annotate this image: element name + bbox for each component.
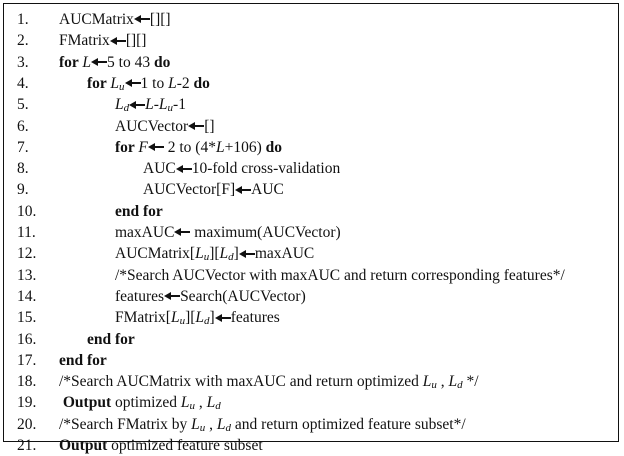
subscript: u bbox=[189, 400, 195, 413]
left-arrow-icon bbox=[215, 313, 231, 323]
variable: L bbox=[216, 415, 226, 433]
code-text: , bbox=[195, 394, 207, 412]
subscript: u bbox=[203, 251, 210, 264]
code-text: [][] bbox=[149, 11, 171, 28]
subscript: d bbox=[225, 421, 232, 434]
subscript: d bbox=[123, 102, 130, 115]
code-text: optimized feature subset bbox=[107, 437, 263, 454]
line-code bbox=[115, 137, 282, 158]
code-text: , bbox=[205, 415, 217, 433]
line-number: 8. bbox=[17, 160, 29, 178]
variable: L bbox=[168, 74, 177, 92]
code-text: features bbox=[230, 309, 280, 327]
code-text: 5 to 43 bbox=[107, 53, 154, 71]
code-text: - bbox=[153, 96, 159, 114]
code-text: maxAUC bbox=[254, 245, 315, 263]
variable: L bbox=[145, 96, 154, 114]
variable: L bbox=[170, 309, 180, 327]
code-text: AUCVector bbox=[115, 117, 189, 135]
keyword: end for bbox=[59, 351, 107, 369]
line-code bbox=[115, 265, 565, 286]
keyword: for bbox=[87, 74, 111, 92]
line-code bbox=[115, 116, 215, 137]
line-code bbox=[115, 94, 186, 117]
line-code bbox=[59, 30, 146, 51]
code-text: -2 bbox=[176, 74, 194, 92]
line-number: 11. bbox=[17, 224, 36, 241]
code-text: ][ bbox=[185, 309, 196, 327]
variable: L bbox=[110, 74, 120, 92]
keyword: for bbox=[115, 138, 139, 156]
left-arrow-icon bbox=[239, 249, 255, 259]
variable: L bbox=[215, 138, 225, 156]
line-code bbox=[87, 73, 210, 96]
variable: F bbox=[138, 138, 148, 156]
subscript: u bbox=[431, 379, 437, 392]
line-code bbox=[59, 371, 479, 394]
code-text: AUC bbox=[251, 181, 284, 199]
code-text: ] bbox=[233, 245, 239, 263]
line-code bbox=[59, 9, 171, 30]
line-number: 1. bbox=[17, 11, 29, 28]
left-arrow-icon bbox=[235, 185, 251, 195]
left-arrow-icon bbox=[125, 78, 141, 88]
line-code bbox=[87, 329, 135, 350]
keyword: do bbox=[193, 74, 210, 92]
line-number: 5. bbox=[17, 96, 29, 114]
keyword: Output bbox=[59, 437, 108, 454]
code-text: /*Search AUCVector with maxAUC and return corresponding features*/ bbox=[115, 266, 565, 284]
variable: L bbox=[422, 373, 432, 391]
code-text: AUCMatrix bbox=[59, 11, 134, 28]
line-code bbox=[115, 286, 306, 307]
left-arrow-icon bbox=[91, 57, 107, 67]
variable: L bbox=[115, 96, 124, 114]
line-code bbox=[59, 350, 107, 371]
code-text: -1 bbox=[173, 96, 186, 114]
subscript: u bbox=[119, 80, 125, 93]
line-number: 9. bbox=[17, 181, 29, 199]
line-number: 6. bbox=[17, 117, 29, 135]
keyword: end for bbox=[115, 202, 163, 220]
left-arrow-icon bbox=[148, 142, 164, 152]
code-text: ] bbox=[209, 309, 215, 327]
line-code bbox=[115, 243, 314, 266]
code-text: 1 to bbox=[140, 74, 169, 92]
code-text: /*Search FMatrix by bbox=[59, 415, 192, 433]
subscript: u bbox=[167, 102, 174, 115]
variable: L bbox=[195, 309, 205, 327]
subscript: d bbox=[204, 315, 210, 328]
code-text: */ bbox=[462, 373, 479, 391]
code-text: AUCVector[F] bbox=[143, 181, 236, 199]
code-text: AUCMatrix[ bbox=[115, 245, 196, 263]
code-text: optimized bbox=[111, 394, 181, 412]
keyword: for bbox=[59, 53, 83, 71]
variable: L bbox=[158, 96, 168, 114]
variable: L bbox=[191, 415, 200, 433]
line-code bbox=[115, 222, 341, 243]
subscript: d bbox=[228, 251, 234, 264]
line-number: 3. bbox=[17, 53, 29, 71]
line-number: 21. bbox=[17, 437, 37, 454]
code-text: +106) bbox=[224, 138, 266, 156]
code-text: ][ bbox=[209, 245, 220, 263]
line-number: 14. bbox=[17, 287, 37, 305]
line-code bbox=[59, 392, 221, 415]
keyword: do bbox=[153, 53, 171, 71]
code-text: FMatrix bbox=[59, 32, 110, 50]
left-arrow-icon bbox=[110, 36, 126, 46]
line-code bbox=[59, 52, 170, 73]
variable: L bbox=[206, 394, 216, 412]
code-text: maxAUC bbox=[115, 224, 175, 241]
line-number: 16. bbox=[17, 330, 37, 348]
line-code bbox=[143, 158, 340, 179]
line-number: 18. bbox=[17, 373, 37, 391]
code-text: [] bbox=[204, 117, 215, 135]
line-code bbox=[143, 179, 284, 200]
keyword: do bbox=[265, 138, 282, 156]
line-number: 4. bbox=[17, 74, 29, 92]
line-code bbox=[115, 307, 280, 330]
left-arrow-icon bbox=[164, 291, 180, 301]
line-number: 10. bbox=[17, 202, 37, 220]
line-code bbox=[59, 414, 466, 437]
line-number: 12. bbox=[17, 245, 37, 263]
subscript: u bbox=[179, 315, 186, 328]
keyword: Output bbox=[59, 394, 112, 412]
subscript: d bbox=[457, 379, 463, 392]
subscript: d bbox=[215, 400, 221, 413]
left-arrow-icon bbox=[129, 100, 145, 110]
code-text: FMatrix[ bbox=[115, 309, 171, 327]
subscript: u bbox=[199, 421, 206, 434]
algorithm-box bbox=[3, 3, 619, 454]
left-arrow-icon bbox=[188, 121, 204, 131]
line-number: 13. bbox=[17, 266, 37, 284]
keyword: end for bbox=[87, 330, 135, 348]
code-text: [][] bbox=[125, 32, 147, 50]
left-arrow-icon bbox=[174, 227, 190, 237]
code-text: , bbox=[436, 373, 449, 391]
variable: L bbox=[82, 53, 92, 71]
code-text: and return optimized feature subset*/ bbox=[231, 415, 466, 433]
variable: L bbox=[180, 394, 190, 412]
line-number: 20. bbox=[17, 415, 37, 433]
line-code bbox=[115, 201, 163, 222]
variable: L bbox=[195, 245, 204, 263]
line-number: 2. bbox=[17, 32, 29, 50]
variable: L bbox=[448, 373, 458, 391]
line-number: 15. bbox=[17, 309, 37, 327]
line-number: 17. bbox=[17, 351, 37, 369]
left-arrow-icon bbox=[176, 164, 192, 174]
code-text: features bbox=[115, 287, 165, 305]
line-number: 7. bbox=[17, 138, 29, 156]
code-text: 10-fold cross-validation bbox=[191, 160, 341, 178]
line-number: 19. bbox=[17, 394, 37, 412]
code-text: 2 to (4* bbox=[163, 138, 216, 156]
code-text: maximum(AUCVector) bbox=[190, 224, 341, 241]
left-arrow-icon bbox=[134, 14, 150, 24]
variable: L bbox=[219, 245, 229, 263]
code-text: /*Search AUCMatrix with maxAUC and return optimized bbox=[59, 373, 423, 391]
code-text: Search(AUCVector) bbox=[180, 287, 306, 305]
code-text: AUC bbox=[143, 160, 176, 178]
